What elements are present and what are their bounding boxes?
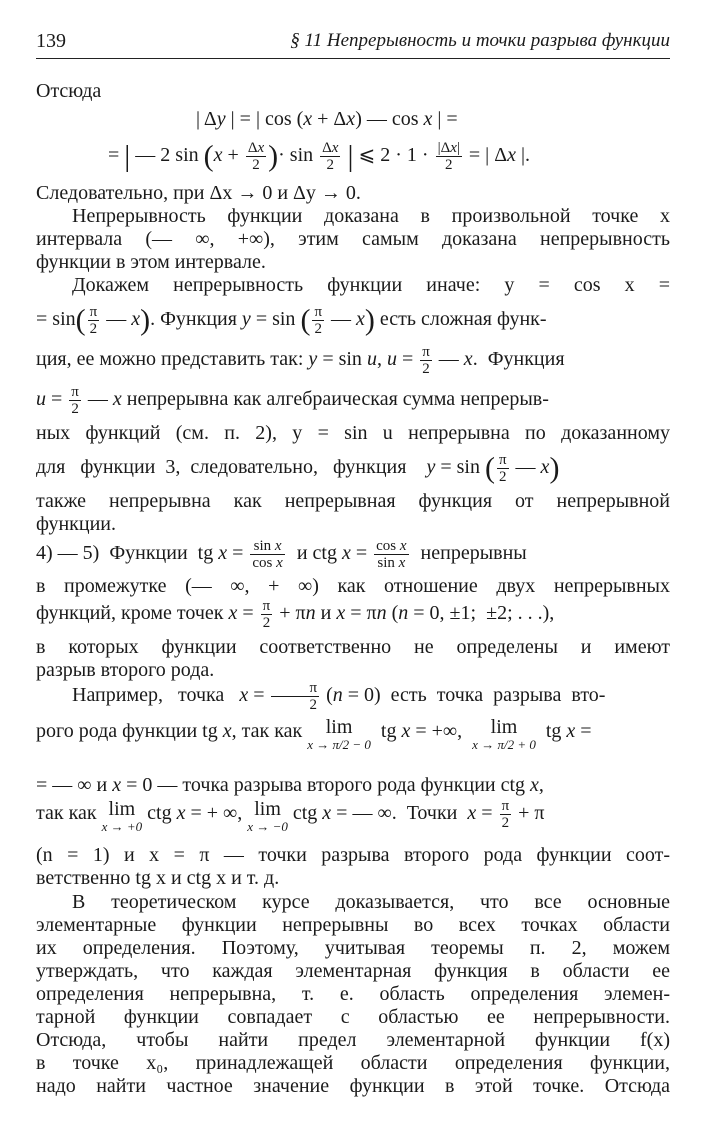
text-line: тарной функции совпадает с областью ее непрерывности. — [36, 1006, 670, 1028]
text-line: ных функций (см. п. 2), y = sin u непрерывна по доказанному — [36, 422, 670, 444]
formula-line-9: = sin( $\frac{\pi}{2}$ — x). Функция y = sin ( $\frac{\pi}{2}$ — x) есть сложная функ- — [36, 303, 547, 337]
running-title: § 11 Непрерывность и точки разрыва функции — [290, 30, 670, 51]
text-line: определения непрерывна, т. е. область определения элемен- — [36, 983, 670, 1005]
formula-line-10: ция, ее можно представить так: y = sin u, u = $\frac{\pi}{2}$ — x. Функция — [36, 344, 565, 377]
text-line: функции в этом интервале. — [36, 251, 266, 273]
text-line: также непрерывна как непрерывная функция от непрерывной — [36, 490, 670, 512]
formula-line-11: u = $\frac{\pi}{2}$ — x непрерывна как алгебраическая сумма непрерыв- — [36, 384, 549, 417]
text-line: (n = 1) и x = π — точки разрыва второго рода функции соот- — [36, 844, 670, 866]
text-line: Докажем непрерывность функции иначе: y = cos x = — [72, 274, 670, 296]
text-line: в точке x₀, принадлежащей области определения функции, — [36, 1052, 670, 1074]
equation-line-2: = | — 2 sin (x + $\frac{\Delta x}{2}$ )· sin $\frac{\Delta x}{2}$ | ⩽ 2 · 1 · $\frac{|\Delta x|}{2}$ = | Δx |. — [108, 139, 530, 173]
text-line: элементарные функции непрерывны во всех точках области — [36, 914, 670, 936]
formula-line-22: = — ∞ и x = 0 — точка разрыва второго рода функции ctg x, — [36, 774, 544, 796]
text-line: Непрерывность функции доказана в произвольной точке x — [72, 205, 670, 227]
text-line: утверждать, что каждая элементарная функция в области ее — [36, 960, 670, 982]
text-line: В теоретическом курсе доказывается, что все основные — [72, 891, 670, 913]
formula-line-20: Например, точка x = $\frac{\pi}{2}$ (n = 0) есть точка разрыва вто- — [72, 680, 606, 713]
formula-line-21: рого рода функции tg x, так как lim x → π/2 − 0 tg x = +∞, lim x → π/2 + 0 tg x = — [36, 716, 592, 752]
text-line: интервала (— ∞, +∞), этим самым доказана непрерывность — [36, 228, 670, 250]
text-line: надо найти частное значение функции в этой точке. Отсюда — [36, 1075, 670, 1097]
text-line: в промежутке (— ∞, + ∞) как отношение двух непрерывных — [36, 575, 670, 597]
text-line: Отсюда — [36, 80, 102, 102]
formula-line-15: 4) — 5) Функции tg x = $\frac{\text{sin x}}{\text{cos x}}$ и ctg x = $\frac{\text{cos x}}{\text{sin x}}$ непрерывны — [36, 538, 527, 571]
formula-line-12: для функции 3, следовательно, функция y = sin ( $\frac{\pi}{2}$ — x) — [36, 451, 560, 485]
equation-line-1: | Δy | = | cos (x + Δx) — cos x | = — [196, 108, 458, 130]
text-line: их определения. Поэтому, учитывая теоремы п. 2, можем — [36, 937, 670, 959]
page-header — [36, 26, 670, 59]
text-line: Следовательно, при Δx → 0 и Δy → 0. — [36, 182, 361, 204]
formula-line-17: функций, кроме точек x = $\frac{\pi}{2}$ + πn и x = πn (n = 0, ±1; ±2; . . .), — [36, 598, 555, 631]
text-line: ветственно tg x и ctg x и т. д. — [36, 867, 280, 889]
text-line: разрыв второго рода. — [36, 659, 215, 681]
formula-line-23: так как lim x → +0 ctg x = + ∞, lim x → −0 ctg x = — ∞. Точки x = $\frac{\pi}{2}$ + π — [36, 798, 545, 834]
text-line: в которых функции соответственно не определены и имеют — [36, 636, 670, 658]
text-line: Отсюда, чтобы найти предел элементарной функции f(x) — [36, 1029, 670, 1051]
page-number: 139 — [36, 30, 66, 52]
text-line: функции. — [36, 513, 116, 535]
